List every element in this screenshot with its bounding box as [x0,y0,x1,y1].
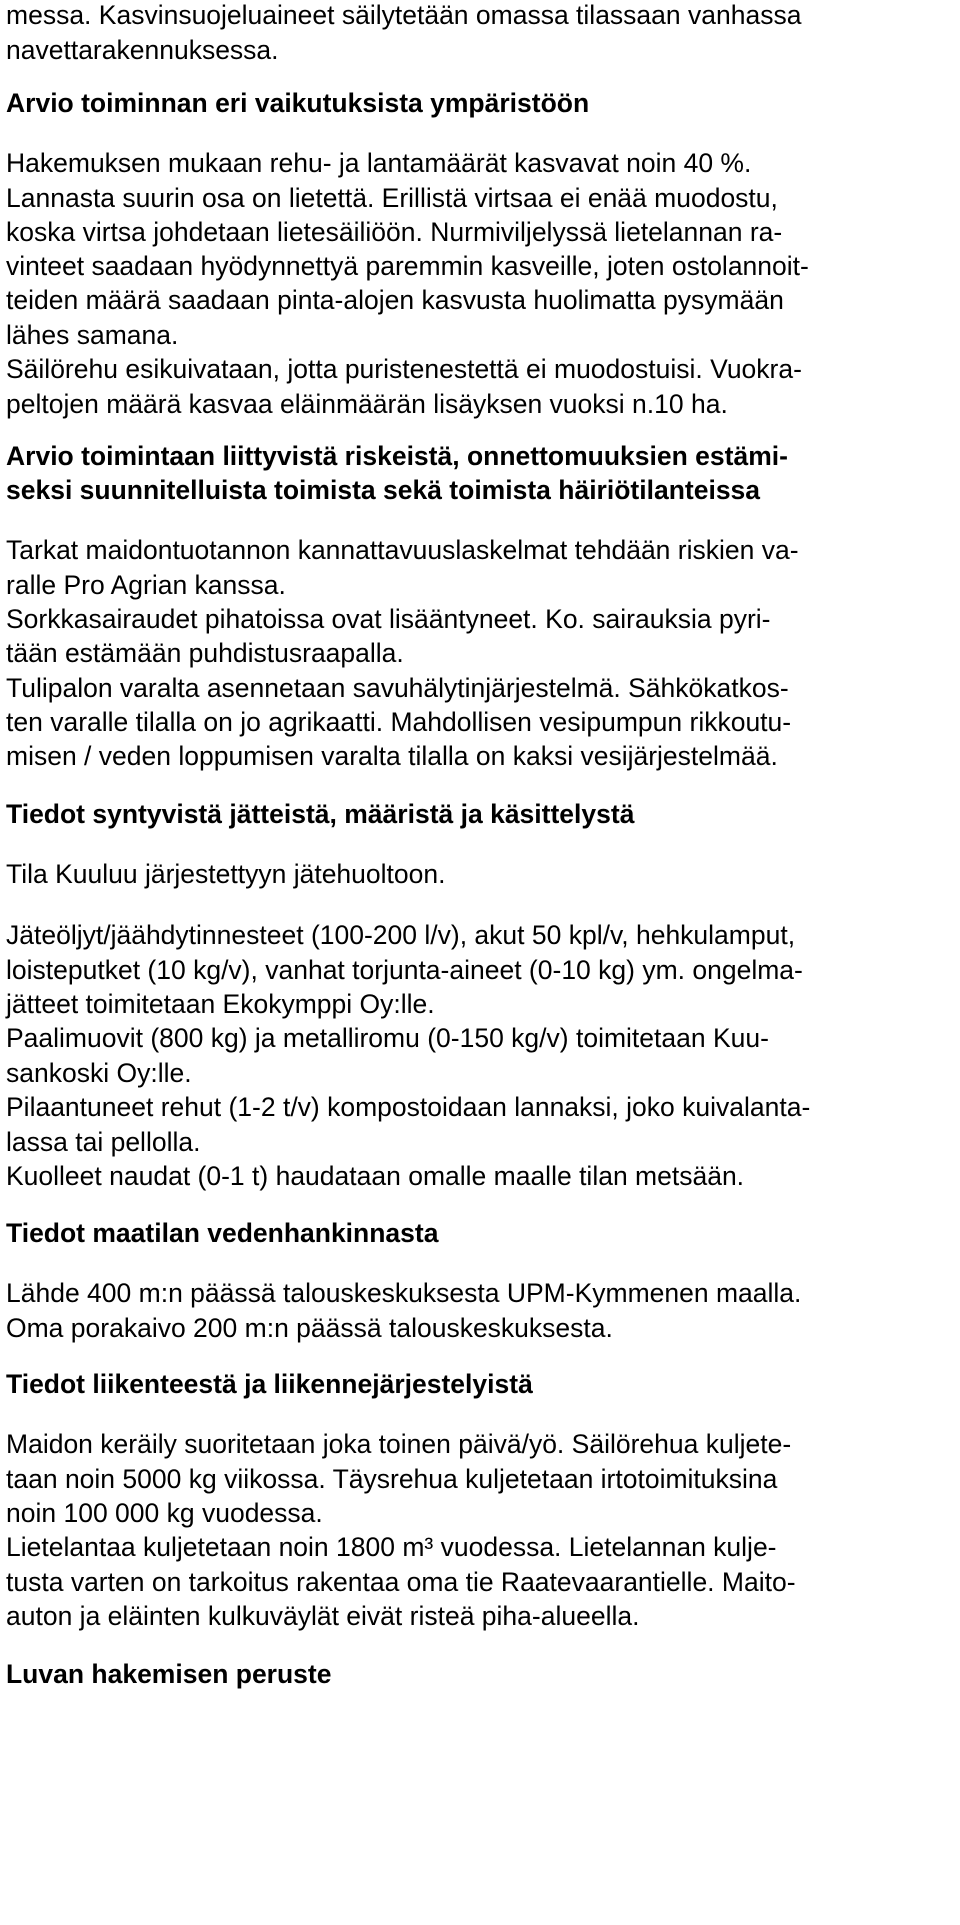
body-text-line: koska virtsa johdetaan lietesäiliöön. Nurmiviljelyssä lietelannan ra- [6,217,783,247]
body-text-line: ten varalle tilalla on jo agrikaatti. Mahdollisen vesipumpun rikkoutu- [6,707,792,737]
section-heading: Arvio toiminnan eri vaikutuksista ympäristöön [6,88,590,118]
body-text-line: loisteputket (10 kg/v), vanhat torjunta-aineet (0-10 kg) ym. ongelma- [6,955,803,985]
body-text-line: lassa tai pellolla. [6,1127,201,1157]
body-text-line: navettarakennuksessa. [6,35,279,65]
section-heading: Tiedot maatilan vedenhankinnasta [6,1218,439,1248]
body-text-line: auton ja eläinten kulkuväylät eivät risteä piha-alueella. [6,1601,640,1631]
body-text-line: jätteet toimitetaan Ekokymppi Oy:lle. [6,989,435,1019]
body-text-line: Lähde 400 m:n päässä talouskeskuksesta UPM-Kymmenen maalla. [6,1278,802,1308]
body-text-line: Oma porakaivo 200 m:n päässä talouskeskuksesta. [6,1313,613,1343]
body-text-line: Lannasta suurin osa on lietettä. Erillistä virtsaa ei enää muodostu, [6,183,778,213]
body-text-line: teiden määrä saadaan pinta-alojen kasvusta huolimatta pysymään [6,285,784,315]
body-text-line: lähes samana. [6,320,179,350]
body-text-line: misen / veden loppumisen varalta tilalla on kaksi vesijärjestelmää. [6,741,778,771]
body-text-line: sankoski Oy:lle. [6,1058,192,1088]
body-text-line: Kuolleet naudat (0-1 t) haudataan omalle maalle tilan metsään. [6,1161,745,1191]
body-text-line: tusta varten on tarkoitus rakentaa oma tie Raatevaarantielle. Maito- [6,1567,796,1597]
body-text-line: ralle Pro Agrian kanssa. [6,570,286,600]
body-text-line: Tila Kuuluu järjestettyyn jätehuoltoon. [6,859,446,889]
body-text-line: peltojen määrä kasvaa eläinmäärän lisäyksen vuoksi n.10 ha. [6,389,728,419]
body-text-line: Sorkkasairaudet pihatoissa ovat lisääntyneet. Ko. sairauksia pyri- [6,604,771,634]
body-text-line: Jäteöljyt/jäähdytinnesteet (100-200 l/v), akut 50 kpl/v, hehkulamput, [6,920,796,950]
body-text-line: Pilaantuneet rehut (1-2 t/v) kompostoidaan lannaksi, joko kuivalanta- [6,1092,811,1122]
section-heading: Tiedot syntyvistä jätteistä, määristä ja käsittelystä [6,799,635,829]
section-heading: Tiedot liikenteestä ja liikennejärjestelyistä [6,1369,533,1399]
body-text-line: vinteet saadaan hyödynnettyä paremmin kasveille, joten ostolannoit- [6,251,809,281]
body-text-line: noin 100 000 kg vuodessa. [6,1498,323,1528]
body-text-line: messa. Kasvinsuojeluaineet säilytetään omassa tilassaan vanhassa [6,0,802,30]
body-text-line: Lietelantaa kuljetetaan noin 1800 m³ vuodessa. Lietelannan kulje- [6,1532,777,1562]
body-text-line: taan noin 5000 kg viikossa. Täysrehua kuljetetaan irtotoimituksina [6,1464,778,1494]
body-text-line: tään estämään puhdistusraapalla. [6,638,404,668]
section-heading: Arvio toimintaan liittyvistä riskeistä, onnettomuuksien estämi- [6,441,788,471]
body-text-line: Hakemuksen mukaan rehu- ja lantamäärät kasvavat noin 40 %. [6,148,752,178]
section-heading: Luvan hakemisen peruste [6,1659,332,1689]
body-text-line: Paalimuovit (800 kg) ja metalliromu (0-150 kg/v) toimitetaan Kuu- [6,1023,769,1053]
section-heading: seksi suunnitelluista toimista sekä toimista häiriötilanteissa [6,475,761,505]
body-text-line: Tarkat maidontuotannon kannattavuuslaskelmat tehdään riskien va- [6,535,799,565]
body-text-line: Säilörehu esikuivataan, jotta puristenestettä ei muodostuisi. Vuokra- [6,354,802,384]
body-text-line: Tulipalon varalta asennetaan savuhälytinjärjestelmä. Sähkökatkos- [6,673,789,703]
body-text-line: Maidon keräily suoritetaan joka toinen päivä/yö. Säilörehua kuljete- [6,1429,792,1459]
